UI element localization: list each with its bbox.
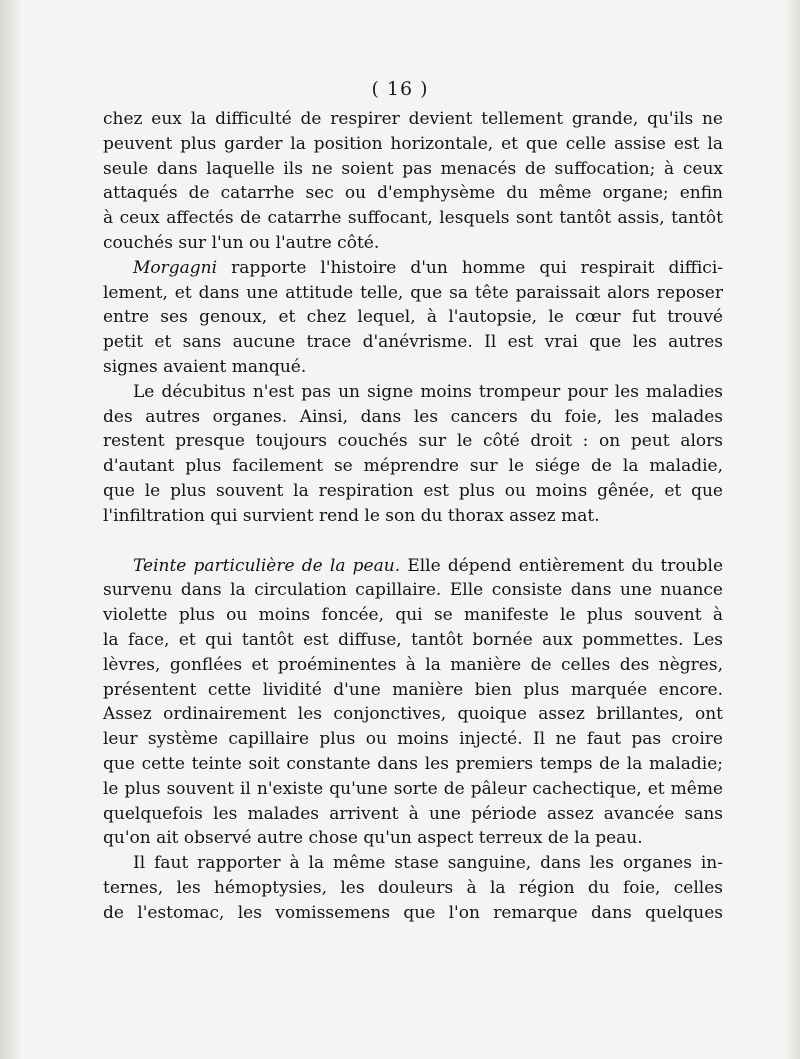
- text-line: le plus souvent il n'existe qu'une sorte de pâleur cachectique, et même: [103, 778, 723, 799]
- line-text: rapporte l'histoire d'un homme qui respirait diffici-: [231, 257, 724, 278]
- text-line: signes avaient manqué.: [103, 356, 307, 377]
- text-line: survenu dans la circulation capillaire. Elle consiste dans une nuance: [103, 580, 723, 601]
- text-line: petit et sans aucune trace d'anévrisme. Il est vrai que les autres: [103, 332, 723, 353]
- text-line: des autres organes. Ainsi, dans les cancers du foie, les malades: [103, 406, 723, 427]
- text-line: présentent cette lividité d'une manière bien plus marquée encore.: [103, 679, 723, 700]
- text-line: quelquefois les malades arrivent à une période assez avancée sans: [103, 803, 723, 824]
- text-line: seule dans laquelle ils ne soient pas menacés de suffocation; à ceux: [103, 158, 723, 179]
- text-line: la face, et qui tantôt est diffuse, tantôt bornée aux pommettes. Les: [103, 629, 723, 650]
- text-line: chez eux la difficulté de respirer devient tellement grande, qu'ils ne: [103, 109, 723, 129]
- text-line: de l'estomac, les vomissemens que l'on remarque dans quelques: [103, 902, 723, 923]
- text-line: leur système capillaire plus ou moins injecté. Il ne faut pas croire: [103, 729, 723, 750]
- text-line: ternes, les hémoptysies, les douleurs à la région du foie, celles: [103, 877, 723, 898]
- text-line: couchés sur l'un ou l'autre côté.: [103, 232, 380, 253]
- paragraph-3: [103, 380, 723, 529]
- text-line: restent presque toujours couchés sur le côté droit : on peut alors: [103, 431, 723, 452]
- text-line: peuvent plus garder la position horizontale, et que celle assise est la: [103, 133, 723, 154]
- text-line: [103, 554, 723, 579]
- text-line: qu'on ait observé autre chose qu'un aspect terreux de la peau.: [103, 828, 643, 849]
- text-line: l'infiltration qui survient rend le son du thorax assez mat.: [103, 505, 600, 526]
- paragraph-4: [103, 554, 723, 852]
- text-line: lement, et dans une attitude telle, que sa tête paraissait alors reposer: [103, 282, 723, 303]
- text-line: attaqués de catarrhe sec ou d'emphysème du même organe; enfin: [103, 183, 723, 204]
- text-line: violette plus ou moins foncée, qui se manifeste le plus souvent à: [103, 605, 723, 626]
- text-line: Assez ordinairement les conjonctives, quoique assez brillantes, ont: [103, 704, 723, 725]
- paragraph-2: [103, 256, 723, 380]
- text-line: que le plus souvent la respiration est plus ou moins gênée, et que: [103, 480, 723, 501]
- text-line: entre ses genoux, et chez lequel, à l'autopsie, le cœur fut trouvé: [103, 307, 723, 328]
- text-line: à ceux affectés de catarrhe suffocant, lesquels sont tantôt assis, tantôt: [103, 208, 723, 229]
- text-line: Le décubitus n'est pas un signe moins trompeur pour les maladies: [133, 381, 723, 402]
- line-text: Elle dépend entièrement du trouble: [407, 555, 724, 576]
- text-line: d'autant plus facilement se méprendre sur le siége de la maladie,: [103, 456, 723, 477]
- page-edge-shadow-left: [0, 0, 22, 1059]
- text-line: que cette teinte soit constante dans les premiers temps de la maladie;: [103, 753, 723, 774]
- text-line: Il faut rapporter à la même stase sanguine, dans les organes in-: [133, 853, 723, 874]
- page-edge-shadow-right: [786, 0, 800, 1059]
- text-line: lèvres, gonflées et proéminentes à la manière de celles des nègres,: [103, 654, 723, 675]
- section-gap: [103, 529, 723, 554]
- paragraph-1: [103, 107, 723, 256]
- page-number: ( 16 ): [371, 78, 429, 100]
- paragraph-5: [103, 851, 723, 925]
- text-line: [103, 256, 723, 281]
- body-text: [103, 107, 723, 926]
- section-heading: Teinte particulière de la peau.: [133, 555, 401, 576]
- author-name: Morgagni: [133, 257, 218, 278]
